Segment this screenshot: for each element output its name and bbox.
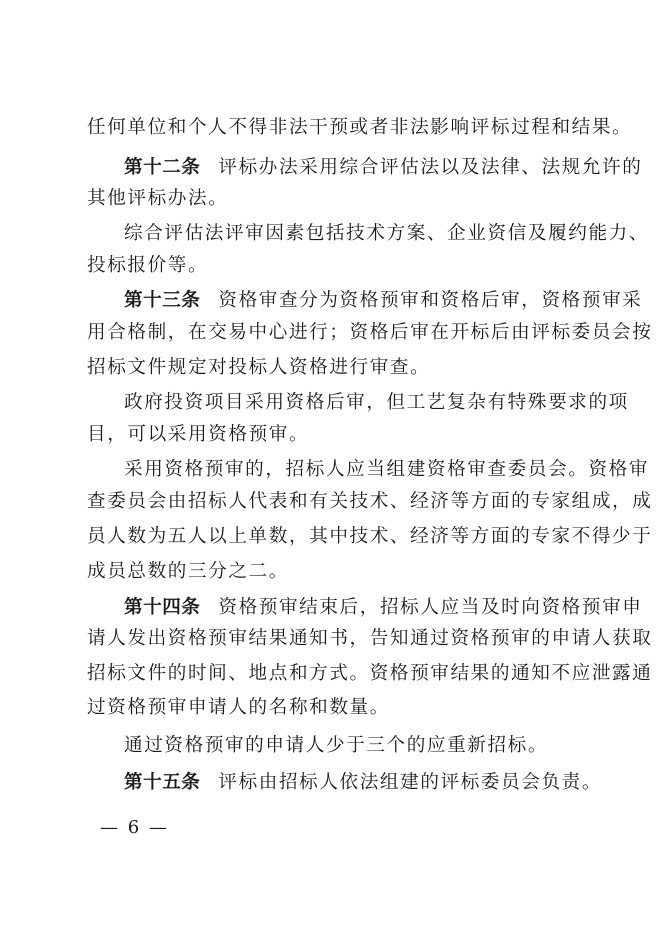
text-line [124,391,629,415]
line-text: 评标办法采用综合评估法以及法律、法规允许的 [218,157,643,178]
line-text: 招标文件的时间、地点和方式。资格预审结果的通知不应泄露通 [87,663,653,684]
article-line [124,156,643,180]
line-text: 目，可以采用资格预审。 [87,424,310,445]
text-line [87,490,653,514]
line-text: 采用资格预审的，招标人应当组建资格审查委员会。资格审 [124,459,650,480]
page-number: — 6 — [100,817,169,838]
text-line [124,734,583,758]
line-text: 政府投资项目采用资格后审，但工艺复杂有特殊要求的项 [124,392,629,413]
text-line [87,662,653,686]
line-text: 员人数为五人以上单数，其中技术、经济等方面的专家不得少于 [87,526,653,547]
line-text: 招标文件规定对投标人资格进行审查。 [87,357,431,378]
line-text: 任何单位和个人不得非法干预或者非法影响评标过程和结果。 [87,117,633,138]
article-line [124,596,643,620]
line-text: 查委员会由招标人代表和有关技术、经济等方面的专家组成，成 [87,491,653,512]
text-line [87,254,583,278]
line-text: 用合格制，在交易中心进行；资格后审在开标后由评标委员会按 [87,322,653,343]
line-text: 资格审查分为资格预审和资格后审，资格预审采 [218,290,643,311]
line-text: 通过资格预审的申请人少于三个的应重新招标。 [124,735,549,756]
text-line [87,321,653,345]
article-number: 第十三条 [124,290,201,311]
text-line [87,696,583,720]
text-line [87,356,583,380]
text-line [87,116,633,140]
line-text: 资格预审结束后，招标人应当及时向资格预审申 [218,597,643,618]
text-line [87,525,653,549]
line-text: 其他评标办法。 [87,188,229,209]
text-line [87,187,583,211]
line-text: 成员总数的三分之二。 [87,561,289,582]
article-line [124,771,603,795]
line-text: 过资格预审申请人的名称和数量。 [87,697,390,718]
text-line [124,458,650,482]
line-text: 请人发出资格预审结果通知书，告知通过资格预审的申请人获取 [87,628,653,649]
article-line [124,289,643,313]
article-number: 第十二条 [124,157,201,178]
line-text: 投标报价等。 [87,255,209,276]
text-line [124,222,650,246]
text-line [87,627,653,651]
article-number: 第十四条 [124,597,201,618]
text-line [87,423,583,447]
line-text: 评标由招标人依法组建的评标委员会负责。 [218,772,603,793]
line-text: 综合评估法评审因素包括技术方案、企业资信及履约能力、 [124,223,650,244]
article-number: 第十五条 [124,772,201,793]
text-line [87,560,583,584]
